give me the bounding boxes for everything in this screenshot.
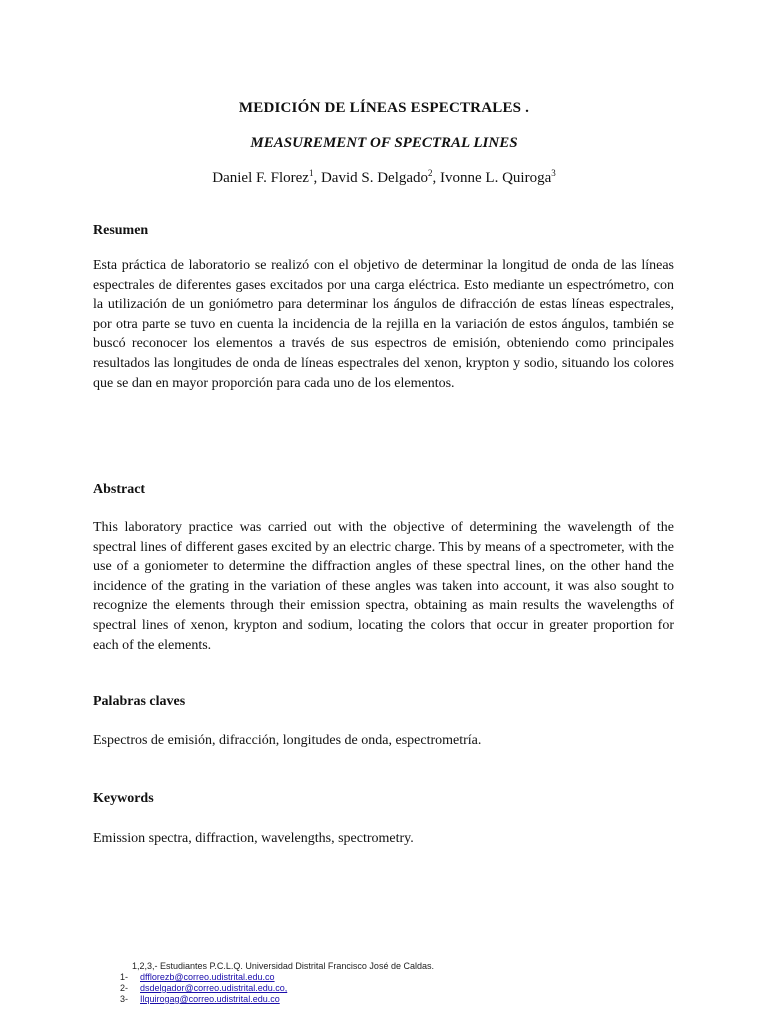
- footnote-row: [120, 983, 434, 994]
- palabras-claves-heading: Palabras claves: [93, 694, 186, 709]
- keywords-heading: Keywords: [93, 791, 154, 806]
- footnote-number: 1-: [120, 972, 129, 982]
- footnote-row: [120, 972, 434, 983]
- resumen-text: Esta práctica de laboratorio se realizó con el objetivo de determinar la longitud de onda de las líneas espectrales de diferentes gases excitados por una carga eléctrica. Esto mediante un espectrómetro, con la utilización de un goniómetro para determinar los ángulos de difracción de estas líneas espectrales, por otra parte se tuvo en cuenta la incidencia de la rejilla en la variación de estos ángulos, también se buscó reconocer los elementos a través de sus espectros de emisión, obteniendo como principales resultados las longitudes de onda de líneas espectrales del xenon, krypton y sodio, situando los colores que se dan en mayor proporción para cada uno de los elementos.: [93, 258, 674, 391]
- keywords-text: Emission spectra, diffraction, wavelengths, spectrometry.: [93, 831, 414, 846]
- author-affiliation-mark: 1: [308, 168, 314, 178]
- author-name: David S. Delgado: [320, 170, 429, 186]
- author-name: Daniel F. Florez: [212, 170, 309, 186]
- author-separator: ,: [432, 170, 441, 186]
- resumen-heading: Resumen: [93, 223, 149, 238]
- footnote-number: 2-: [120, 983, 129, 993]
- author-affiliation-mark: 2: [428, 168, 433, 178]
- footnotes: [120, 961, 434, 1005]
- abstract-text: This laboratory practice was carried out with the objective of determining the wavelength of the spectral lines of different gases excited by an electric charge. This by means of a spectrometer, with the use of a goniometer to determine the diffraction angles of these spectral lines, on the other hand the incidence of the grating in the variation of these angles was taken into account, it was also sought to recognize the elements through their emission spectra, obtaining as main results the wavelengths of spectral lines of xenon, krypton and sodium, locating the colors that occur in greater proportion for each of the elements.: [93, 520, 674, 653]
- paper-subtitle: MEASUREMENT OF SPECTRAL LINES: [250, 135, 518, 151]
- paper-title: MEDICIÓN DE LÍNEAS ESPECTRALES .: [238, 100, 530, 116]
- author-affiliation-mark: 3: [551, 168, 556, 178]
- email-link[interactable]: dsdelgador@correo.udistrital.edu.co,: [140, 983, 288, 993]
- email-link[interactable]: dfflorezb@correo.udistrital.edu.co: [140, 972, 275, 982]
- abstract-heading: Abstract: [93, 482, 146, 497]
- footnote-number: 3-: [120, 994, 129, 1004]
- footnote-row: [120, 994, 434, 1005]
- author-name: Ivonne L. Quiroga: [440, 170, 552, 186]
- author-separator: ,: [313, 170, 321, 186]
- email-link[interactable]: Ilquirogag@correo.udistrital.edu.co: [140, 994, 280, 1004]
- palabras-claves-text: Espectros de emisión, difracción, longitudes de onda, espectrometría.: [93, 733, 482, 748]
- footnote-affiliation: 1,2,3,- Estudiantes P.C.L.Q. Universidad Distrital Francisco José de Caldas.: [132, 961, 434, 971]
- author-list: [0, 170, 768, 187]
